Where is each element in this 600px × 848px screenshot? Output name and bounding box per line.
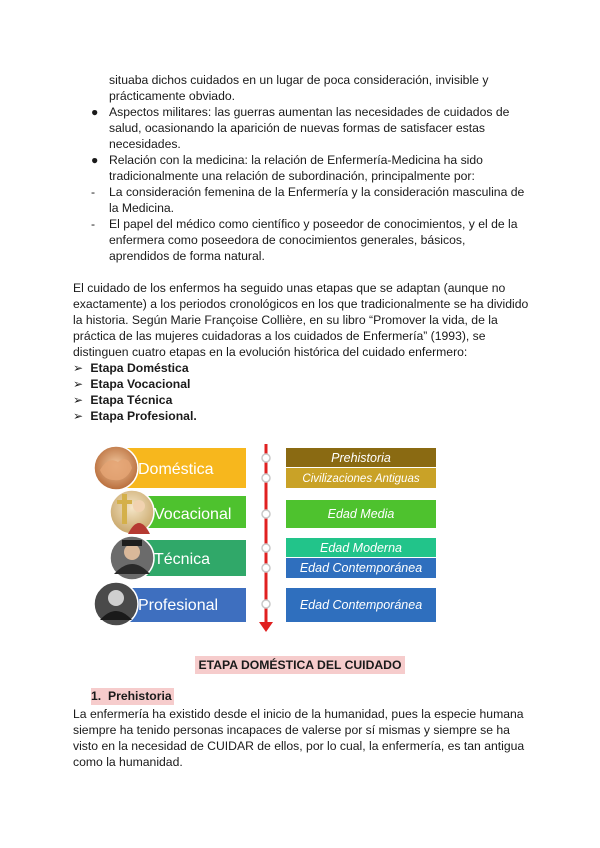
bullet-marker: ● (91, 153, 99, 167)
period-label: Prehistoria (331, 451, 391, 465)
stage-label: Etapa Técnica (90, 393, 173, 407)
stage-label: Etapa Profesional. (90, 409, 197, 423)
arrow-bullet-icon: ➢ (73, 393, 84, 407)
dash-text: El papel del médico como científico y poseedor de conocimientos, y el de la enfermera como poseedora de conocimientos generales, básicos, aprendidos de forma natural. (109, 217, 518, 263)
stage-bar-label: Vocacional (154, 506, 232, 523)
stage-bar-label: Doméstica (138, 461, 214, 478)
arrow-bullet-icon: ➢ (73, 377, 84, 391)
stage-item (73, 360, 189, 376)
period-label: Civilizaciones Antiguas (302, 473, 420, 485)
period-label: Edad Media (327, 507, 395, 521)
hands-portrait-icon (94, 446, 138, 490)
bullet-text: Aspectos militares: las guerras aumentan las necesidades de cuidados de salud, ocasionando la aparición de nuevas formas de satisfacer estas necesidades. (109, 105, 510, 151)
period-label: Edad Contemporánea (299, 598, 423, 612)
scholar-portrait-icon (110, 536, 154, 580)
continuation-text: situaba dichos cuidados en un lugar de poca consideración, invisible y prácticamente obviado. (109, 73, 489, 103)
stage-bar-label: Profesional (138, 597, 219, 614)
arrow-bullet-icon: ➢ (73, 361, 84, 375)
subsection-number: 1. (91, 689, 102, 703)
nursing-stages-timeline-diagram (88, 440, 443, 636)
bullet-marker: ● (91, 105, 99, 119)
arrow-bullet-icon: ➢ (73, 409, 84, 423)
subsection-title: Prehistoria (107, 689, 172, 703)
stage-bar-label: Técnica (154, 551, 211, 568)
section-heading: ETAPA DOMÉSTICA DEL CUIDADO (195, 656, 405, 674)
dash-text: La consideración femenina de la Enfermería y la consideración masculina de la Medicina. (109, 185, 525, 215)
stage-item (73, 392, 172, 408)
dash-marker: - (91, 217, 96, 231)
dash-item (91, 216, 531, 264)
intro-paragraph: El cuidado de los enfermos ha seguido unas etapas que se adaptan (aunque no exactamente) a los periodos cronológicos en los que tradicionalmente se ha dividido la historia. Según Marie Françoise Collière, en su libro “Promover la vida, de la práctica de las mujeres cuidadoras a los cuidados de Enfermería” (1993), se distinguen cuatro etapas en la evolución histórica del cuidado enfermero: (73, 281, 529, 359)
period-label: Edad Contemporánea (299, 561, 423, 575)
bullet-item (91, 152, 531, 184)
religious-figure-portrait-icon (110, 490, 154, 534)
stage-item (73, 376, 190, 392)
stage-label: Etapa Doméstica (90, 361, 189, 375)
period-label: Edad Moderna (319, 541, 403, 555)
bullet-text: Relación con la medicina: la relación de Enfermería-Medicina ha sido tradicionalmente una relación de subordinación, principalmente por: (109, 153, 483, 183)
timeline-arrowhead (259, 622, 273, 632)
dash-marker: - (91, 185, 96, 199)
dash-item (91, 184, 531, 216)
bullet-item (91, 104, 531, 152)
subsection-heading (91, 688, 174, 705)
stage-label: Etapa Vocacional (90, 377, 191, 391)
nurse-portrait-icon (94, 582, 138, 626)
stage-item (73, 408, 197, 424)
closing-paragraph: La enfermería ha existido desde el inicio de la humanidad, pues la especie humana siempre ha tenido personas incapaces de valerse por sí mismas y siempre se ha visto en la necesidad de CUIDAR de ellos, por lo cual, la enfermería, es tan antigua como la humanidad. (73, 707, 525, 769)
